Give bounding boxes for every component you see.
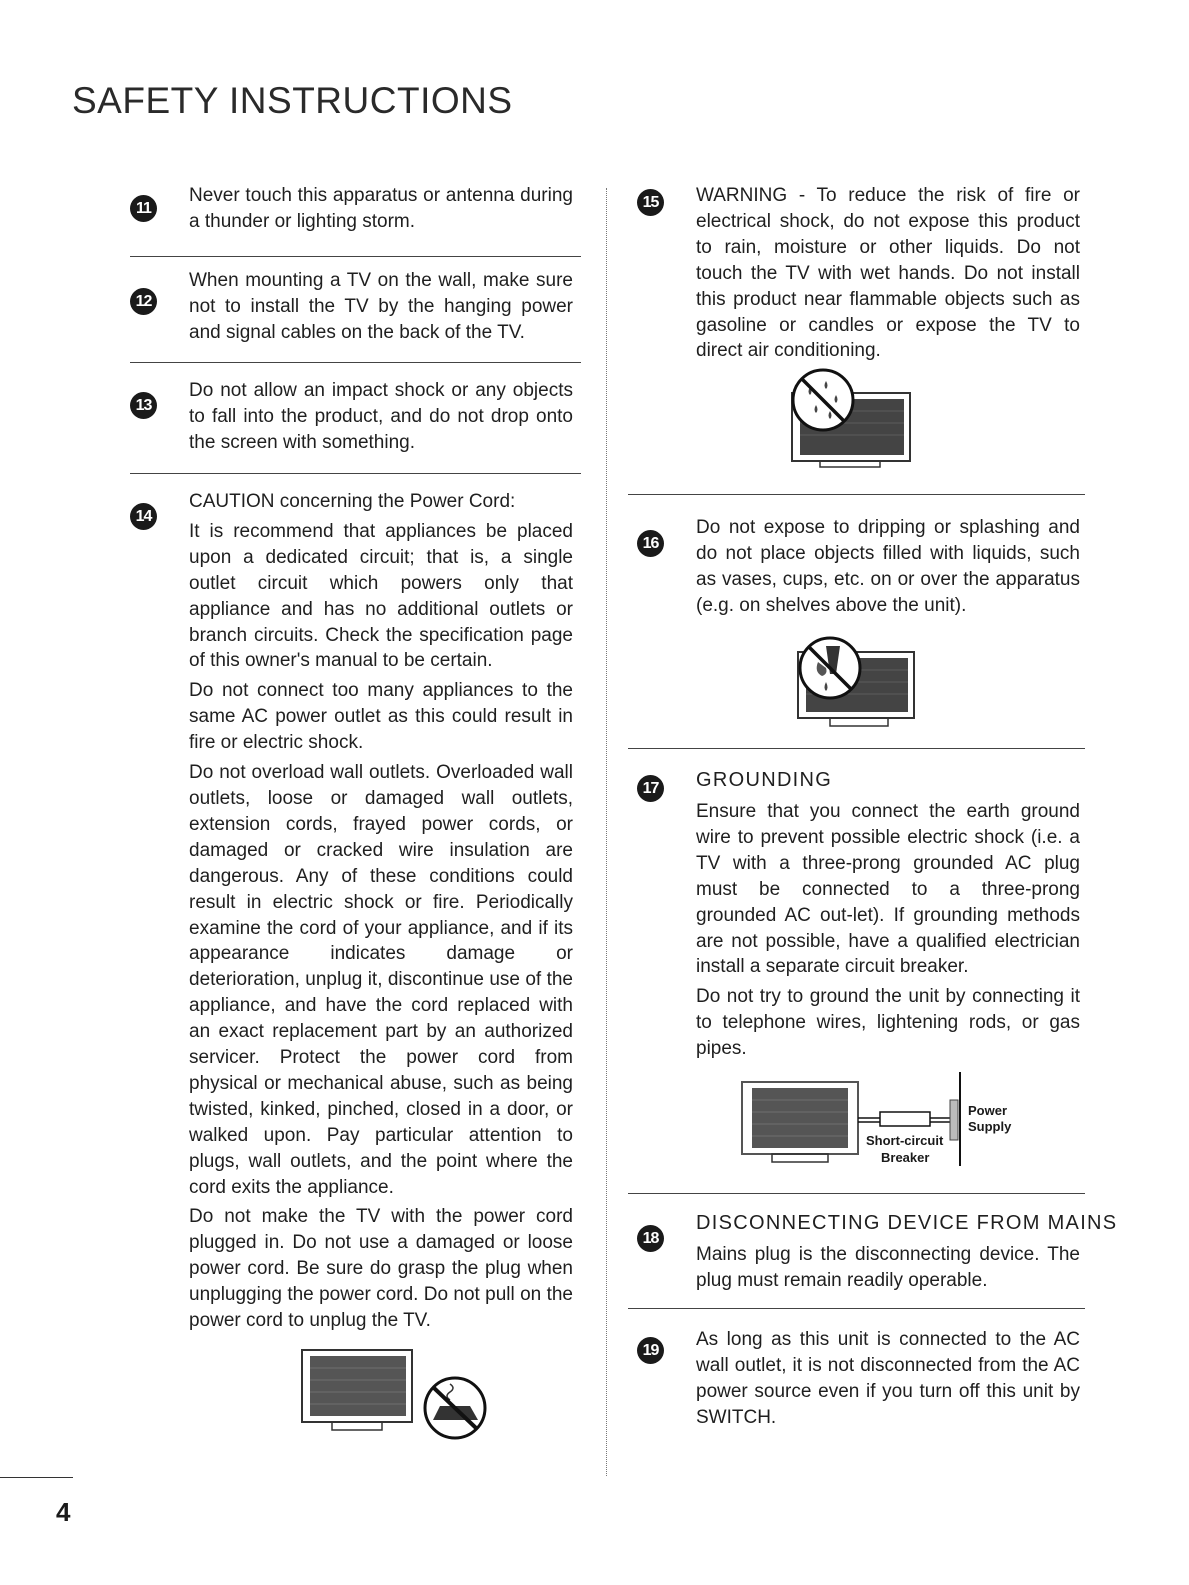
section-rule (130, 362, 581, 363)
tv-no-liquid-icon (796, 634, 918, 732)
instruction-text (189, 268, 573, 350)
instruction-text (696, 1242, 1080, 1298)
instruction-text (696, 515, 1080, 623)
item-number-badge: 18 (637, 1225, 664, 1252)
section-rule (130, 256, 581, 257)
power-supply-label: Supply (968, 1119, 1012, 1134)
item-number-badge: 15 (637, 189, 664, 216)
paragraph: WARNING - To reduce the risk of fire or electrical shock, do not expose this product to rain, moisture or other liquids. Do not touch the TV with wet hands. Do not install this product near flammable objects such as gasoline or candles or expose the TV to direct air conditioning. (696, 185, 1080, 362)
item-number-badge: 14 (130, 503, 157, 530)
paragraph: As long as this unit is connected to the AC wall outlet, it is not disconnected from the AC power source even if you turn off this unit by SWITCH. (696, 1329, 1080, 1428)
breaker-label: Short-circuit (866, 1133, 944, 1148)
paragraph: Do not make the TV with the power cord plugged in. Do not use a damaged or loose power cord. Be sure do grasp the plug when unplugging the power cord. Do not pull on the power cord to unplug the TV. (189, 1206, 573, 1332)
page-number: 4 (56, 1497, 71, 1527)
column-divider (606, 188, 607, 1476)
instruction-text (696, 799, 1080, 1066)
paragraph: Do not overload wall outlets. Overloaded wall outlets, loose or damaged wall outlets, extension cords, frayed power cords, or damaged or cracked wire insulation are dangerous. Any of these conditions could result in electric shock or fire. Periodically examine the cord of your appliance, and if its appearance indicates damage or deterioration, unplug it, discontinue use of the appliance, and have the cord replaced with an exact replacement part by an authorized servicer. Protect the power cord from physical or mechanical abuse, such as being twisted, kinked, pinched, closed in a door, or walked upon. Pay particular attention to plugs, wall outlets, and the point where the cord exits the appliance. (189, 762, 573, 1198)
page-title: SAFETY INSTRUCTIONS (72, 80, 513, 121)
section-rule (628, 1193, 1085, 1194)
section-rule (628, 748, 1085, 749)
tv-no-rain-icon (790, 367, 915, 469)
paragraph: Ensure that you connect the earth ground wire to prevent possible electric shock (i.e. a TV with a three-prong grounded AC plug must be connected to a three-prong grounded AC out-let). If grounding methods are not possible, have a qualified electrician install a separate circuit breaker. (696, 801, 1080, 978)
tv-no-air-conditioning-icon (300, 1348, 492, 1444)
paragraph: It is recommend that appliances be placed upon a dedicated circuit; that is, a single outlet circuit which powers only that appliance and has no additional outlets or branch circuits. Check the specification page of this owner's manual to be certain. (189, 520, 573, 672)
paragraph: Never touch this apparatus or antenna during a thunder or lighting storm. (189, 185, 573, 232)
instruction-text (189, 183, 573, 239)
paragraph: Do not connect too many appliances to the same AC power outlet as this could result in fire or electric shock. (189, 680, 573, 754)
instruction-text (189, 489, 573, 1338)
item-number-badge: 17 (637, 775, 664, 802)
section-rule (628, 494, 1085, 495)
item-number-badge: 16 (637, 530, 664, 557)
instruction-text (189, 378, 573, 460)
item-number-badge: 13 (130, 392, 157, 419)
paragraph: Do not try to ground the unit by connecting it to telephone wires, lightening rods, or gas pipes. (696, 986, 1080, 1060)
instruction-text (696, 1327, 1080, 1435)
grounding-diagram (740, 1070, 1030, 1170)
paragraph: When mounting a TV on the wall, make sure not to install the TV by the hanging power and signal cables on the back of the TV. (189, 270, 573, 343)
paragraph: CAUTION concerning the Power Cord: (189, 491, 516, 512)
power-supply-label: Power (968, 1103, 1008, 1118)
section-rule (628, 1308, 1085, 1309)
section-heading: GROUNDING (696, 769, 833, 791)
breaker-label: Breaker (881, 1150, 930, 1165)
item-number-badge: 19 (637, 1337, 664, 1364)
section-heading: DISCONNECTING DEVICE FROM MAINS (696, 1212, 1118, 1234)
paragraph: Do not expose to dripping or splashing and do not place objects filled with liquids, such as vases, cups, etc. on or over the apparatus (e.g. on shelves above the unit). (696, 517, 1080, 616)
paragraph: Mains plug is the disconnecting device. The plug must remain readily operable. (696, 1244, 1080, 1291)
paragraph: Do not allow an impact shock or any objects to fall into the product, and do not drop onto the screen with something. (189, 380, 573, 453)
footer-rule (0, 1477, 73, 1478)
section-rule (130, 473, 581, 474)
item-number-badge: 11 (130, 195, 157, 222)
instruction-text (696, 183, 1080, 368)
item-number-badge: 12 (130, 288, 157, 315)
